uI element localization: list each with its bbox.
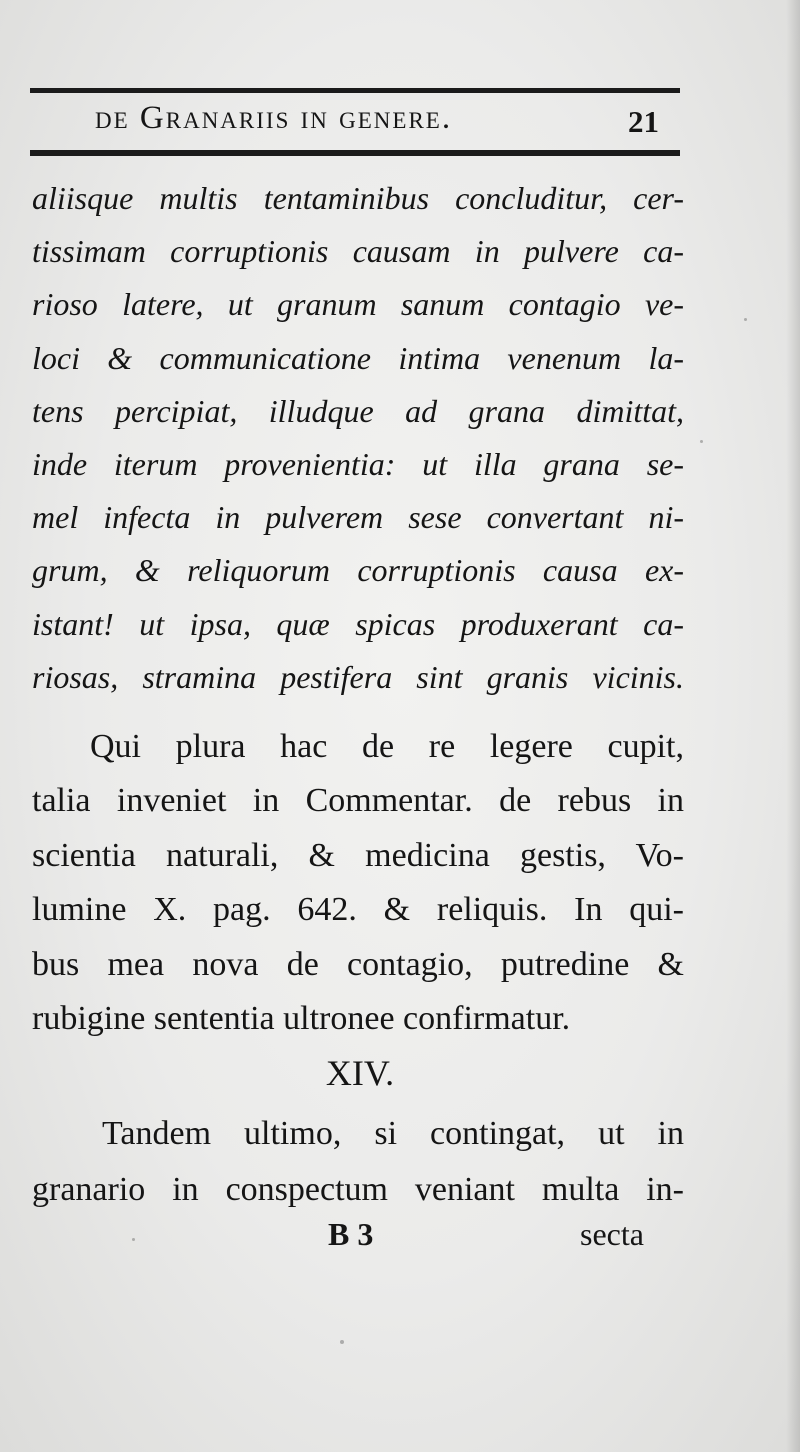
text-line: talia inveniet in Commentar. de rebus in (32, 782, 684, 820)
text-line: tens percipiat, illudque ad grana dimittat, (32, 392, 684, 429)
header-rule-bottom (30, 150, 680, 156)
text-line: rioso latere, ut granum sanum contagio ve- (32, 286, 684, 323)
text-line: lumine X. pag. 642. & reliquis. In qui- (32, 891, 684, 929)
text-line: mel infecta in pulverem sese convertant ni- (32, 499, 684, 536)
text-line: inde iterum provenientia: ut illa grana se- (32, 445, 684, 482)
header-rule-top (30, 88, 680, 93)
text-line: rubigine sententia ultronee confirmatur. (32, 999, 571, 1037)
paper-speck (132, 1238, 135, 1241)
running-head-title: de Granariis in genere. (95, 100, 453, 136)
paragraph-qui-plura (32, 720, 684, 1046)
paragraph-tandem (32, 1106, 684, 1218)
text-line: Qui plura hac de re legere cupit, (90, 728, 684, 765)
text-line: aliisque multis tentaminibus concluditur, cer- (32, 180, 684, 216)
text-line: bus mea nova de contagio, putredine & (32, 945, 684, 983)
italic-paragraph (32, 172, 684, 704)
text-line: scientia naturali, & medicina gestis, Vo- (32, 836, 684, 874)
text-line: riosas, stramina pestifera sint granis vicinis. (32, 658, 684, 695)
catchword: secta (580, 1216, 644, 1252)
page-edge-shadow (786, 0, 800, 1452)
text-line: Tandem ultimo, si contingat, ut in (102, 1115, 684, 1152)
page-number: 21 (628, 104, 659, 139)
text-line: granario in conspectum veniant multa in- (32, 1171, 684, 1208)
signature-mark: B 3 (328, 1216, 374, 1252)
text-line: istant! ut ipsa, quæ spicas produxerant ca- (32, 605, 684, 642)
text-line: loci & communicatione intima venenum la- (32, 339, 684, 376)
paper-speck (700, 440, 703, 443)
text-line: tissimam corruptionis causam in pulvere ca- (32, 233, 684, 270)
paper-speck (744, 318, 747, 321)
text-line: grum, & reliquorum corruptionis causa ex- (32, 552, 684, 589)
paper-speck (340, 1340, 344, 1344)
section-number: XIV. (325, 1053, 395, 1093)
